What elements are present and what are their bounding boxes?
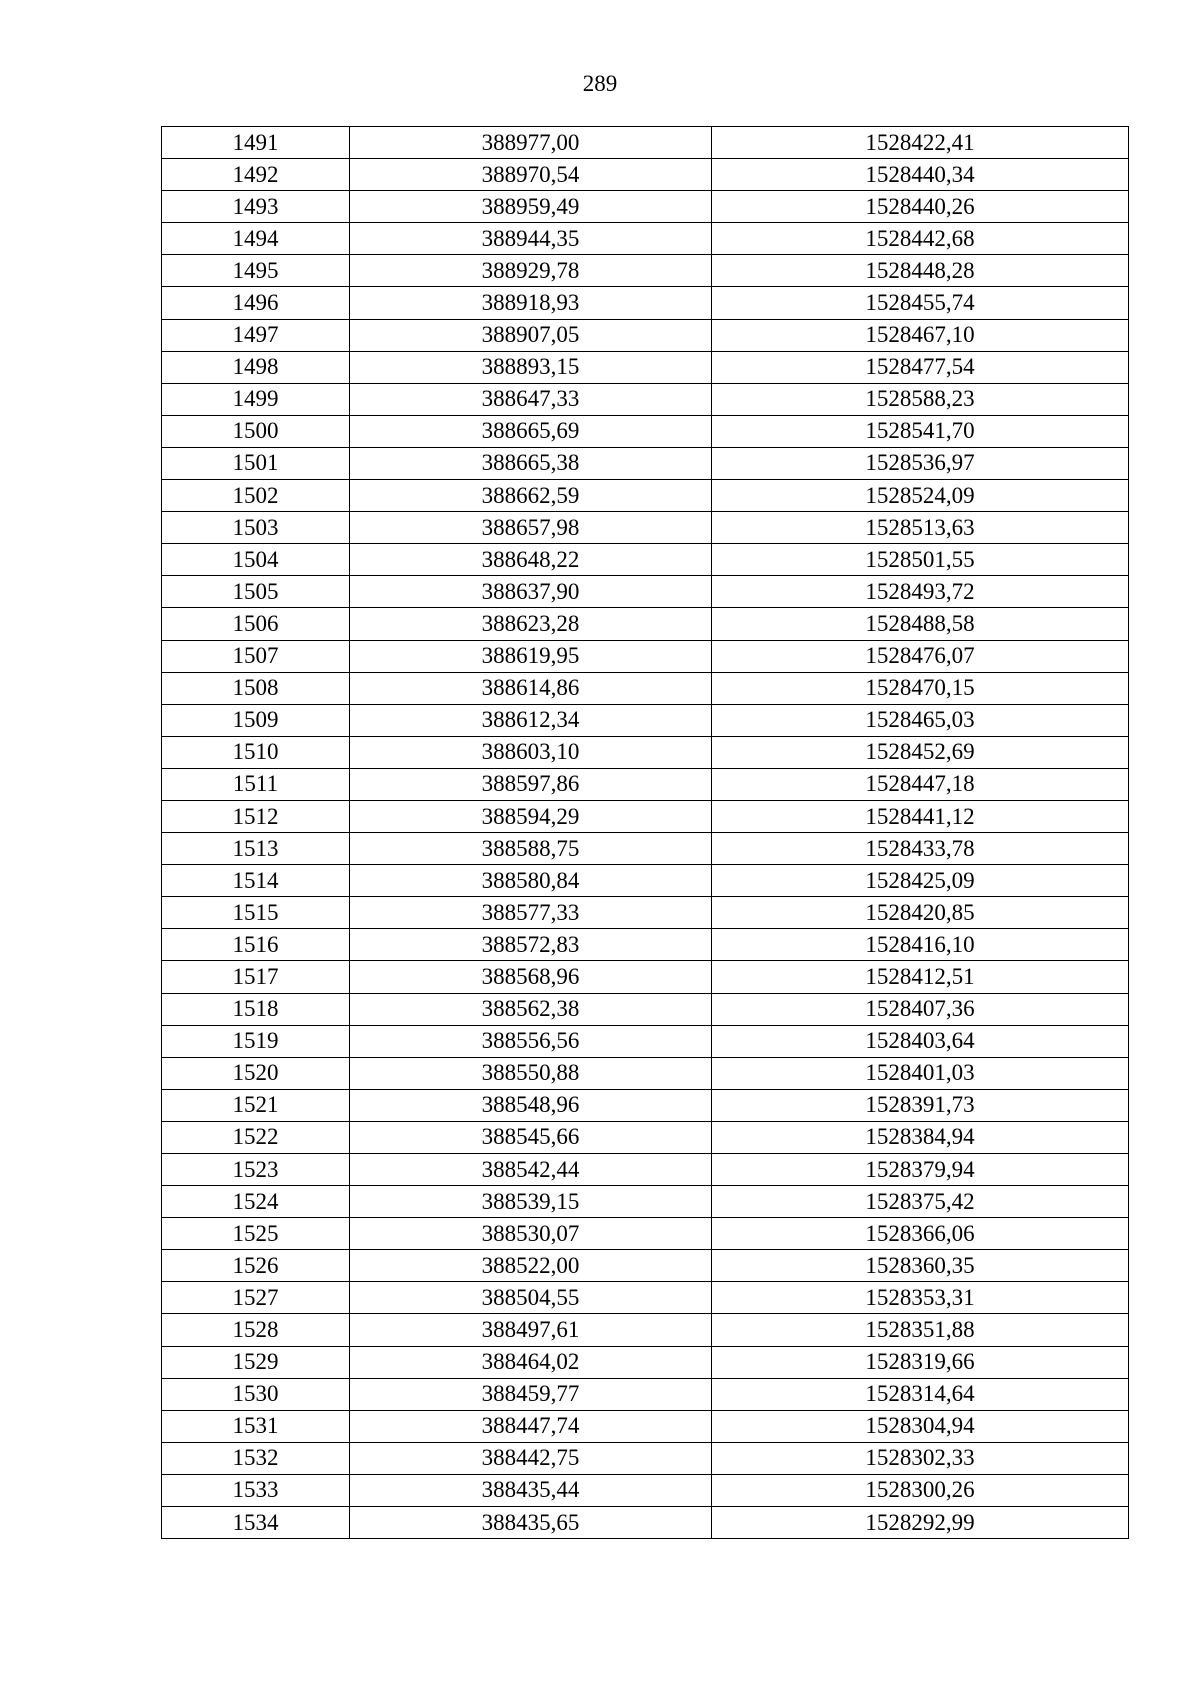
table-row bbox=[162, 1186, 1129, 1218]
point-number-cell: 1496 bbox=[162, 287, 350, 319]
point-number-cell: 1515 bbox=[162, 897, 350, 929]
point-number-cell: 1532 bbox=[162, 1442, 350, 1474]
table-row bbox=[162, 1089, 1129, 1121]
table-row bbox=[162, 833, 1129, 865]
x-coordinate-cell: 388603,10 bbox=[350, 736, 712, 768]
x-coordinate-cell: 388447,74 bbox=[350, 1410, 712, 1442]
table-row bbox=[162, 127, 1129, 159]
point-number-cell: 1494 bbox=[162, 223, 350, 255]
x-coordinate-cell: 388623,28 bbox=[350, 608, 712, 640]
table-row bbox=[162, 480, 1129, 512]
point-number-cell: 1533 bbox=[162, 1474, 350, 1506]
y-coordinate-cell: 1528304,94 bbox=[712, 1410, 1129, 1442]
x-coordinate-cell: 388665,69 bbox=[350, 415, 712, 447]
table-row bbox=[162, 1025, 1129, 1057]
table-row bbox=[162, 608, 1129, 640]
table-row bbox=[162, 255, 1129, 287]
y-coordinate-cell: 1528455,74 bbox=[712, 287, 1129, 319]
x-coordinate-cell: 388665,38 bbox=[350, 447, 712, 479]
point-number-cell: 1511 bbox=[162, 768, 350, 800]
x-coordinate-cell: 388572,83 bbox=[350, 929, 712, 961]
x-coordinate-cell: 388504,55 bbox=[350, 1282, 712, 1314]
y-coordinate-cell: 1528314,64 bbox=[712, 1378, 1129, 1410]
y-coordinate-cell: 1528477,54 bbox=[712, 351, 1129, 383]
x-coordinate-cell: 388918,93 bbox=[350, 287, 712, 319]
point-number-cell: 1526 bbox=[162, 1250, 350, 1282]
table-row bbox=[162, 512, 1129, 544]
y-coordinate-cell: 1528420,85 bbox=[712, 897, 1129, 929]
point-number-cell: 1519 bbox=[162, 1025, 350, 1057]
x-coordinate-cell: 388442,75 bbox=[350, 1442, 712, 1474]
table-row bbox=[162, 1507, 1129, 1539]
x-coordinate-cell: 388893,15 bbox=[350, 351, 712, 383]
point-number-cell: 1507 bbox=[162, 640, 350, 672]
table-row bbox=[162, 159, 1129, 191]
y-coordinate-cell: 1528384,94 bbox=[712, 1121, 1129, 1153]
page-number: 289 bbox=[582, 71, 618, 96]
table-row bbox=[162, 415, 1129, 447]
table-row bbox=[162, 447, 1129, 479]
x-coordinate-cell: 388662,59 bbox=[350, 480, 712, 512]
point-number-cell: 1523 bbox=[162, 1154, 350, 1186]
table-row bbox=[162, 223, 1129, 255]
point-number-cell: 1503 bbox=[162, 512, 350, 544]
x-coordinate-cell: 388944,35 bbox=[350, 223, 712, 255]
x-coordinate-cell: 388614,86 bbox=[350, 672, 712, 704]
y-coordinate-cell: 1528440,26 bbox=[712, 191, 1129, 223]
table-row bbox=[162, 544, 1129, 576]
point-number-cell: 1513 bbox=[162, 833, 350, 865]
y-coordinate-cell: 1528465,03 bbox=[712, 704, 1129, 736]
table-row bbox=[162, 736, 1129, 768]
table-row bbox=[162, 768, 1129, 800]
table-row bbox=[162, 1442, 1129, 1474]
point-number-cell: 1502 bbox=[162, 480, 350, 512]
table-row bbox=[162, 1378, 1129, 1410]
y-coordinate-cell: 1528407,36 bbox=[712, 993, 1129, 1025]
point-number-cell: 1514 bbox=[162, 865, 350, 897]
point-number-cell: 1534 bbox=[162, 1507, 350, 1539]
y-coordinate-cell: 1528302,33 bbox=[712, 1442, 1129, 1474]
x-coordinate-cell: 388562,38 bbox=[350, 993, 712, 1025]
y-coordinate-cell: 1528403,64 bbox=[712, 1025, 1129, 1057]
point-number-cell: 1491 bbox=[162, 127, 350, 159]
point-number-cell: 1495 bbox=[162, 255, 350, 287]
point-number-cell: 1505 bbox=[162, 576, 350, 608]
y-coordinate-cell: 1528401,03 bbox=[712, 1057, 1129, 1089]
y-coordinate-cell: 1528433,78 bbox=[712, 833, 1129, 865]
table-row bbox=[162, 1057, 1129, 1089]
table-row bbox=[162, 1121, 1129, 1153]
point-number-cell: 1527 bbox=[162, 1282, 350, 1314]
point-number-cell: 1508 bbox=[162, 672, 350, 704]
y-coordinate-cell: 1528447,18 bbox=[712, 768, 1129, 800]
x-coordinate-cell: 388497,61 bbox=[350, 1314, 712, 1346]
y-coordinate-cell: 1528412,51 bbox=[712, 961, 1129, 993]
y-coordinate-cell: 1528467,10 bbox=[712, 319, 1129, 351]
y-coordinate-cell: 1528513,63 bbox=[712, 512, 1129, 544]
point-number-cell: 1531 bbox=[162, 1410, 350, 1442]
table-row bbox=[162, 672, 1129, 704]
y-coordinate-cell: 1528441,12 bbox=[712, 800, 1129, 832]
point-number-cell: 1509 bbox=[162, 704, 350, 736]
y-coordinate-cell: 1528391,73 bbox=[712, 1089, 1129, 1121]
y-coordinate-cell: 1528524,09 bbox=[712, 480, 1129, 512]
table-row bbox=[162, 1282, 1129, 1314]
x-coordinate-cell: 388647,33 bbox=[350, 383, 712, 415]
x-coordinate-cell: 388435,44 bbox=[350, 1474, 712, 1506]
y-coordinate-cell: 1528501,55 bbox=[712, 544, 1129, 576]
table-row bbox=[162, 1250, 1129, 1282]
point-number-cell: 1500 bbox=[162, 415, 350, 447]
coordinates-table bbox=[161, 126, 1129, 1539]
y-coordinate-cell: 1528360,35 bbox=[712, 1250, 1129, 1282]
x-coordinate-cell: 388568,96 bbox=[350, 961, 712, 993]
point-number-cell: 1510 bbox=[162, 736, 350, 768]
point-number-cell: 1497 bbox=[162, 319, 350, 351]
y-coordinate-cell: 1528536,97 bbox=[712, 447, 1129, 479]
table-row bbox=[162, 961, 1129, 993]
table-row bbox=[162, 704, 1129, 736]
point-number-cell: 1524 bbox=[162, 1186, 350, 1218]
x-coordinate-cell: 388539,15 bbox=[350, 1186, 712, 1218]
x-coordinate-cell: 388548,96 bbox=[350, 1089, 712, 1121]
table-row bbox=[162, 1218, 1129, 1250]
x-coordinate-cell: 388637,90 bbox=[350, 576, 712, 608]
table-row bbox=[162, 1474, 1129, 1506]
table-row bbox=[162, 640, 1129, 672]
table-row bbox=[162, 800, 1129, 832]
y-coordinate-cell: 1528440,34 bbox=[712, 159, 1129, 191]
point-number-cell: 1512 bbox=[162, 800, 350, 832]
table-row bbox=[162, 993, 1129, 1025]
x-coordinate-cell: 388594,29 bbox=[350, 800, 712, 832]
y-coordinate-cell: 1528375,42 bbox=[712, 1186, 1129, 1218]
x-coordinate-cell: 388619,95 bbox=[350, 640, 712, 672]
point-number-cell: 1499 bbox=[162, 383, 350, 415]
y-coordinate-cell: 1528588,23 bbox=[712, 383, 1129, 415]
x-coordinate-cell: 388597,86 bbox=[350, 768, 712, 800]
x-coordinate-cell: 388907,05 bbox=[350, 319, 712, 351]
table-row bbox=[162, 929, 1129, 961]
x-coordinate-cell: 388577,33 bbox=[350, 897, 712, 929]
point-number-cell: 1529 bbox=[162, 1346, 350, 1378]
point-number-cell: 1492 bbox=[162, 159, 350, 191]
table-row bbox=[162, 383, 1129, 415]
coordinates-table-body bbox=[162, 127, 1129, 1539]
x-coordinate-cell: 388612,34 bbox=[350, 704, 712, 736]
x-coordinate-cell: 388556,56 bbox=[350, 1025, 712, 1057]
x-coordinate-cell: 388464,02 bbox=[350, 1346, 712, 1378]
y-coordinate-cell: 1528425,09 bbox=[712, 865, 1129, 897]
x-coordinate-cell: 388929,78 bbox=[350, 255, 712, 287]
x-coordinate-cell: 388959,49 bbox=[350, 191, 712, 223]
y-coordinate-cell: 1528493,72 bbox=[712, 576, 1129, 608]
y-coordinate-cell: 1528353,31 bbox=[712, 1282, 1129, 1314]
table-row bbox=[162, 1314, 1129, 1346]
point-number-cell: 1522 bbox=[162, 1121, 350, 1153]
y-coordinate-cell: 1528470,15 bbox=[712, 672, 1129, 704]
table-row bbox=[162, 1154, 1129, 1186]
x-coordinate-cell: 388588,75 bbox=[350, 833, 712, 865]
point-number-cell: 1517 bbox=[162, 961, 350, 993]
point-number-cell: 1493 bbox=[162, 191, 350, 223]
x-coordinate-cell: 388542,44 bbox=[350, 1154, 712, 1186]
table-row bbox=[162, 319, 1129, 351]
point-number-cell: 1525 bbox=[162, 1218, 350, 1250]
x-coordinate-cell: 388550,88 bbox=[350, 1057, 712, 1089]
table-row bbox=[162, 576, 1129, 608]
table-row bbox=[162, 287, 1129, 319]
point-number-cell: 1506 bbox=[162, 608, 350, 640]
y-coordinate-cell: 1528422,41 bbox=[712, 127, 1129, 159]
point-number-cell: 1504 bbox=[162, 544, 350, 576]
x-coordinate-cell: 388435,65 bbox=[350, 1507, 712, 1539]
x-coordinate-cell: 388459,77 bbox=[350, 1378, 712, 1410]
x-coordinate-cell: 388522,00 bbox=[350, 1250, 712, 1282]
point-number-cell: 1520 bbox=[162, 1057, 350, 1089]
y-coordinate-cell: 1528366,06 bbox=[712, 1218, 1129, 1250]
point-number-cell: 1516 bbox=[162, 929, 350, 961]
table-row bbox=[162, 865, 1129, 897]
y-coordinate-cell: 1528442,68 bbox=[712, 223, 1129, 255]
y-coordinate-cell: 1528300,26 bbox=[712, 1474, 1129, 1506]
x-coordinate-cell: 388530,07 bbox=[350, 1218, 712, 1250]
y-coordinate-cell: 1528452,69 bbox=[712, 736, 1129, 768]
y-coordinate-cell: 1528488,58 bbox=[712, 608, 1129, 640]
x-coordinate-cell: 388970,54 bbox=[350, 159, 712, 191]
point-number-cell: 1498 bbox=[162, 351, 350, 383]
point-number-cell: 1530 bbox=[162, 1378, 350, 1410]
point-number-cell: 1521 bbox=[162, 1089, 350, 1121]
x-coordinate-cell: 388545,66 bbox=[350, 1121, 712, 1153]
y-coordinate-cell: 1528351,88 bbox=[712, 1314, 1129, 1346]
y-coordinate-cell: 1528541,70 bbox=[712, 415, 1129, 447]
y-coordinate-cell: 1528476,07 bbox=[712, 640, 1129, 672]
point-number-cell: 1501 bbox=[162, 447, 350, 479]
y-coordinate-cell: 1528416,10 bbox=[712, 929, 1129, 961]
point-number-cell: 1518 bbox=[162, 993, 350, 1025]
table-row bbox=[162, 1346, 1129, 1378]
y-coordinate-cell: 1528319,66 bbox=[712, 1346, 1129, 1378]
x-coordinate-cell: 388977,00 bbox=[350, 127, 712, 159]
table-row bbox=[162, 351, 1129, 383]
table-row bbox=[162, 897, 1129, 929]
table-row bbox=[162, 1410, 1129, 1442]
y-coordinate-cell: 1528379,94 bbox=[712, 1154, 1129, 1186]
x-coordinate-cell: 388580,84 bbox=[350, 865, 712, 897]
y-coordinate-cell: 1528292,99 bbox=[712, 1507, 1129, 1539]
point-number-cell: 1528 bbox=[162, 1314, 350, 1346]
x-coordinate-cell: 388648,22 bbox=[350, 544, 712, 576]
x-coordinate-cell: 388657,98 bbox=[350, 512, 712, 544]
y-coordinate-cell: 1528448,28 bbox=[712, 255, 1129, 287]
table-row bbox=[162, 191, 1129, 223]
